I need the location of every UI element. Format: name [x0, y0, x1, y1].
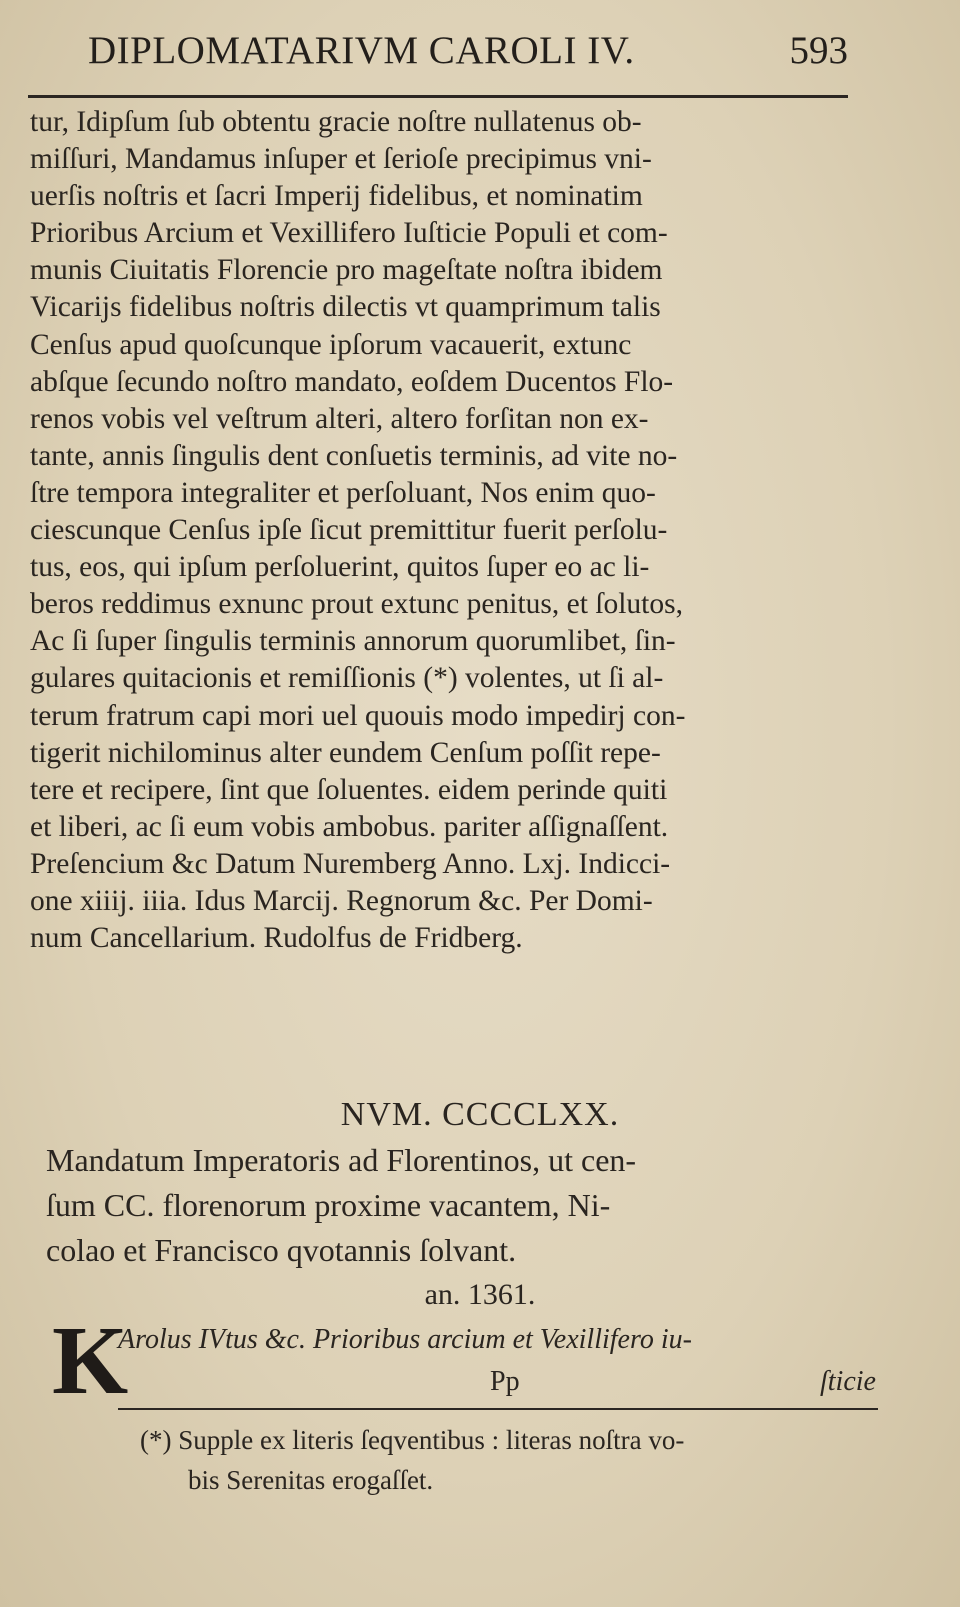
text-line: gulares quitacionis et remiſſionis (*) volentes, ut ſi al-: [30, 662, 664, 695]
text-line: abſque ſecundo noſtro mandato, eoſdem Ducentos Flo-: [30, 365, 674, 398]
title-line: Mandatum Imperatoris ad Florentinos, ut cen-: [46, 1142, 637, 1178]
text-line: tur, Idipſum ſub obtentu gracie noſtre nullatenus ob-: [30, 106, 642, 138]
text-line: renos vobis vel veſtrum alteri, altero forſitan non ex-: [30, 402, 649, 435]
text-line: Preſencium &c Datum Nuremberg Anno. Lxj. Indicci-: [30, 847, 671, 880]
text-line: tante, annis ſingulis dent conſuetis terminis, ad vite no-: [30, 439, 678, 472]
text-line: munis Ciuitatis Florencie pro mageſtate noſtra ibidem: [30, 254, 663, 287]
document-number-heading: NVM. CCCCLXX.: [340, 1096, 620, 1133]
footnote: [140, 1420, 880, 1500]
text-line: et liberi, ac ſi eum vobis ambobus. pariter aſſignaſſent.: [30, 810, 669, 843]
text-line: miſſuri, Mandamus inſuper et ſerioſe precipimus vni-: [30, 143, 652, 176]
title-line: colao et Francisco qvotannis ſolvant.: [46, 1232, 517, 1268]
catchword: ſticie: [820, 1366, 876, 1397]
text-line: terum fratrum capi mori uel quouis modo impedirj con-: [30, 699, 686, 732]
text-line: Ac ſi ſuper ſingulis terminis annorum quorumlibet, ſin-: [30, 625, 676, 658]
text-line: tus, eos, qui ipſum perſoluerint, quitos ſuper eo ac li-: [30, 551, 650, 584]
text-line: ciescunque Cenſus ipſe ſicut premittitur fuerit perſolu-: [30, 514, 668, 547]
text-line: tere et recipere, ſint que ſoluentes. eidem perinde quiti: [30, 773, 668, 806]
main-text: [30, 104, 875, 957]
text-line: Vicarijs fidelibus noſtris dilectis vt quamprimum talis: [30, 291, 661, 324]
document-year: an. 1361.: [424, 1278, 536, 1311]
text-line: one xiiij. iiia. Idus Marcij. Regnorum &c. Per Domi-: [30, 884, 653, 917]
text-line: Cenſus apud quoſcunque ipſorum vacauerit, extunc: [30, 328, 632, 361]
header-rule: [28, 95, 848, 98]
title-line: ſum CC. florenorum proxime vacantem, Ni-: [46, 1187, 611, 1223]
running-title: DIPLOMATARIVM CAROLI IV.: [88, 29, 635, 72]
footnote-line: (*) Supple ex literis ſeqventibus : literas noſtra vo-: [140, 1425, 685, 1455]
text-line: num Cancellarium. Rudolfus de Fridberg.: [30, 922, 523, 955]
footnote-rule: [118, 1408, 878, 1410]
footnote-line: bis Serenitas erogaſſet.: [188, 1465, 434, 1495]
document-title: [46, 1138, 876, 1273]
text-line: beros reddimus exnunc prout extunc penitus, et ſolutos,: [30, 588, 683, 621]
text-line: ſtre tempora integraliter et perſoluant, Nos enim quo-: [30, 476, 656, 509]
document-first-line: Arolus IVtus &c. Prioribus arcium et Vexillifero iu-: [118, 1324, 692, 1355]
text-line: uerſis noſtris et ſacri Imperij fidelibus, et nominatim: [30, 180, 643, 213]
text-line: tigerit nichilominus alter eundem Cenſum poſſit repe-: [30, 736, 661, 769]
signature-mark: Pp: [490, 1366, 520, 1397]
page-header: [88, 28, 848, 78]
page-number: 593: [789, 29, 848, 72]
text-line: Prioribus Arcium et Vexillifero Iuſticie Populi et com-: [30, 217, 668, 250]
drop-cap-initial: K: [52, 1307, 129, 1415]
